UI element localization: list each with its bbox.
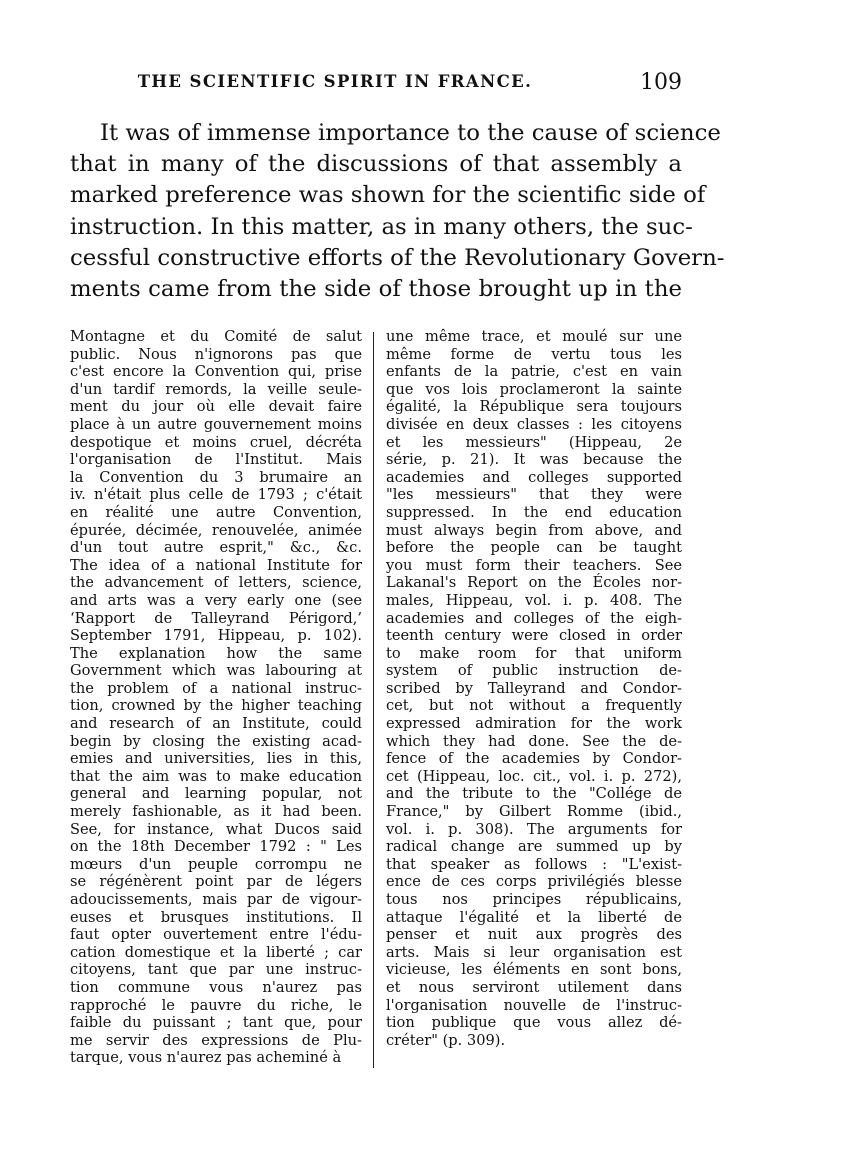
footnote-line: public. Nous n'ignorons pas que <box>70 345 362 363</box>
footnote-line: begin by closing the existing acad- <box>70 732 362 750</box>
footnote-line: épurée, décimée, renouvelée, animée <box>70 521 362 539</box>
footnote-line: See, for instance, what Ducos said <box>70 820 362 838</box>
footnote-line: the problem of a national instruc- <box>70 679 362 697</box>
footnote-line: September 1791, Hippeau, p. 102). <box>70 627 362 645</box>
main-text-line: It was of immense importance to the cause of science <box>100 120 721 146</box>
footnote-line: place à un autre gouvernement moins <box>70 415 362 433</box>
footnote-left-column <box>70 328 362 1067</box>
footnote-line: attaque l'égalité et la liberté de <box>386 908 682 926</box>
footnote-line: enfants de la patrie, c'est en vain <box>386 363 682 381</box>
footnote-line: rapproché le pauvre du riche, le <box>70 996 362 1014</box>
footnote-line: me servir des expressions de Plu- <box>70 1031 362 1049</box>
footnote-line: que vos lois proclameront la sainte <box>386 380 682 398</box>
footnote-line: penser et nuit aux progrès des <box>386 926 682 944</box>
main-text <box>70 118 725 305</box>
footnote-line: suppressed. In the end education <box>386 503 682 521</box>
page-number: 109 <box>640 70 682 95</box>
footnote-line: males, Hippeau, vol. i. p. 408. The <box>386 591 682 609</box>
footnote-line: cet, but not without a frequently <box>386 697 682 715</box>
footnote-line: ence de ces corps privilégiés blesse <box>386 873 682 891</box>
main-text-line: that in many of the discussions of that assembly a <box>70 151 682 178</box>
main-text-line: ments came from the side of those brought up in the <box>70 275 682 302</box>
footnote-line: and the tribute to the "Collége de <box>386 785 682 803</box>
footnote-line: la Convention du 3 brumaire an <box>70 468 362 486</box>
footnote-line: l'organisation de l'Institut. Mais <box>70 451 362 469</box>
footnote-line: before the people can be taught <box>386 539 682 557</box>
footnote-line: tous nos principes républicains, <box>386 891 682 908</box>
footnote-line: must always begin from above, and <box>386 521 682 539</box>
footnote-line: ‘Rapport de Talleyrand Périgord,’ <box>70 609 362 627</box>
footnote-line: cet (Hippeau, loc. cit., vol. i. p. 272), <box>386 767 682 785</box>
footnote-line: expressed admiration for the work <box>386 715 682 733</box>
footnote-line: tion publique que vous allez dé- <box>386 1014 682 1032</box>
footnote-line: et nous serviront utilement dans <box>386 978 682 996</box>
footnote-line: tion, crowned by the higher teaching <box>70 697 362 715</box>
footnote-line: France," by Gilbert Romme (ibid., <box>386 803 682 821</box>
footnote-line: Lakanal's Report on the Écoles nor- <box>386 574 682 592</box>
footnote-line: arts. Mais si leur organisation est <box>386 943 682 961</box>
footnote-line: l'organisation nouvelle de l'instruc- <box>386 996 682 1014</box>
footnote-line: iv. n'était plus celle de 1793 ; c'était <box>70 486 362 504</box>
footnote-line: Government which was labouring at <box>70 662 362 680</box>
footnote-line: the advancement of letters, science, <box>70 574 362 592</box>
footnote-line: d'un tout autre esprit," &c., &c. <box>70 539 362 557</box>
footnote-line: se régénèrent point par de légers <box>70 873 362 891</box>
footnote-line: The idea of a national Institute for <box>70 556 362 574</box>
footnote-line: tion commune vous n'aurez pas <box>70 978 362 996</box>
footnote-line: d'un tardif remords, la veille seule- <box>70 380 362 398</box>
footnote-line: égalité, la République sera toujours <box>386 398 682 416</box>
footnote-line: academies and colleges supported <box>386 468 682 486</box>
main-text-line: instruction. In this matter, as in many others, the suc- <box>70 213 693 240</box>
footnote-line: citoyens, tant que par une instruc- <box>70 961 362 979</box>
footnote-line: general and learning popular, not <box>70 785 362 803</box>
footnote-line: adoucissements, mais par de vigour- <box>70 891 362 908</box>
footnote-line: you must form their teachers. See <box>386 556 682 574</box>
footnote-line: merely fashionable, as it had been. <box>70 803 362 821</box>
main-text-line: cessful constructive efforts of the Revolutionary Govern- <box>70 244 725 271</box>
footnote-line: The explanation how the same <box>70 644 362 662</box>
footnote-line: which they had done. See the de- <box>386 732 682 750</box>
footnote-line: faible du puissant ; tant que, pour <box>70 1014 362 1032</box>
column-rule <box>373 332 374 1068</box>
footnote-line: même forme de vertu tous les <box>386 345 682 363</box>
footnote-line: créter" (p. 309). <box>386 1031 506 1049</box>
footnote-line: radical change are summed up by <box>386 838 682 856</box>
footnote-line: teenth century were closed in order <box>386 627 682 645</box>
main-text-line: marked preference was shown for the scientific side of <box>70 182 706 209</box>
footnote-line: série, p. 21). It was because the <box>386 451 682 469</box>
footnote-line: une même trace, et moulé sur une <box>386 328 682 345</box>
footnote-line: that speaker as follows : "L'exist- <box>386 855 682 873</box>
footnote-line: mœurs d'un peuple corrompu ne <box>70 855 362 873</box>
footnote-line: en réalité une autre Convention, <box>70 503 362 521</box>
footnote-line: fence of the academies by Condor- <box>386 750 682 768</box>
footnote-line: to make room for that uniform <box>386 644 682 662</box>
footnote-line: academies and colleges of the eigh- <box>386 609 682 627</box>
footnote-line: "les messieurs" that they were <box>386 486 682 504</box>
footnote-line: that the aim was to make education <box>70 767 362 785</box>
footnote-line: et les messieurs" (Hippeau, 2e <box>386 433 682 451</box>
footnote-line: emies and universities, lies in this, <box>70 750 362 768</box>
footnote-line: Montagne et du Comité de salut <box>70 328 362 345</box>
running-title: THE SCIENTIFIC SPIRIT IN FRANCE. <box>137 72 533 91</box>
footnote-line: scribed by Talleyrand and Condor- <box>386 679 682 697</box>
footnote-line: tarque, vous n'aurez pas acheminé à <box>70 1049 342 1067</box>
footnote-line: system of public instruction de- <box>386 662 682 680</box>
footnote-line: cation domestique et la liberté ; car <box>70 943 362 961</box>
footnote-line: vicieuse, les éléments en sont bons, <box>386 961 682 979</box>
footnote-line: euses et brusques institutions. Il <box>70 908 362 926</box>
footnote-line: vol. i. p. 308). The arguments for <box>386 820 682 838</box>
footnote-line: on the 18th December 1792 : " Les <box>70 838 362 856</box>
footnote-line: c'est encore la Convention qui, prise <box>70 363 362 381</box>
footnote-line: despotique et moins cruel, décréta <box>70 433 362 451</box>
footnote-line: and arts was a very early one (see <box>70 591 362 609</box>
footnote-line: faut opter ouvertement entre l'édu- <box>70 926 362 944</box>
footnote-line: and research of an Institute, could <box>70 715 362 733</box>
footnote-line: divisée en deux classes : les citoyens <box>386 415 682 433</box>
footnote-right-column <box>386 328 682 1049</box>
page-header <box>70 70 682 96</box>
footnote-line: ment du jour où elle devait faire <box>70 398 362 416</box>
